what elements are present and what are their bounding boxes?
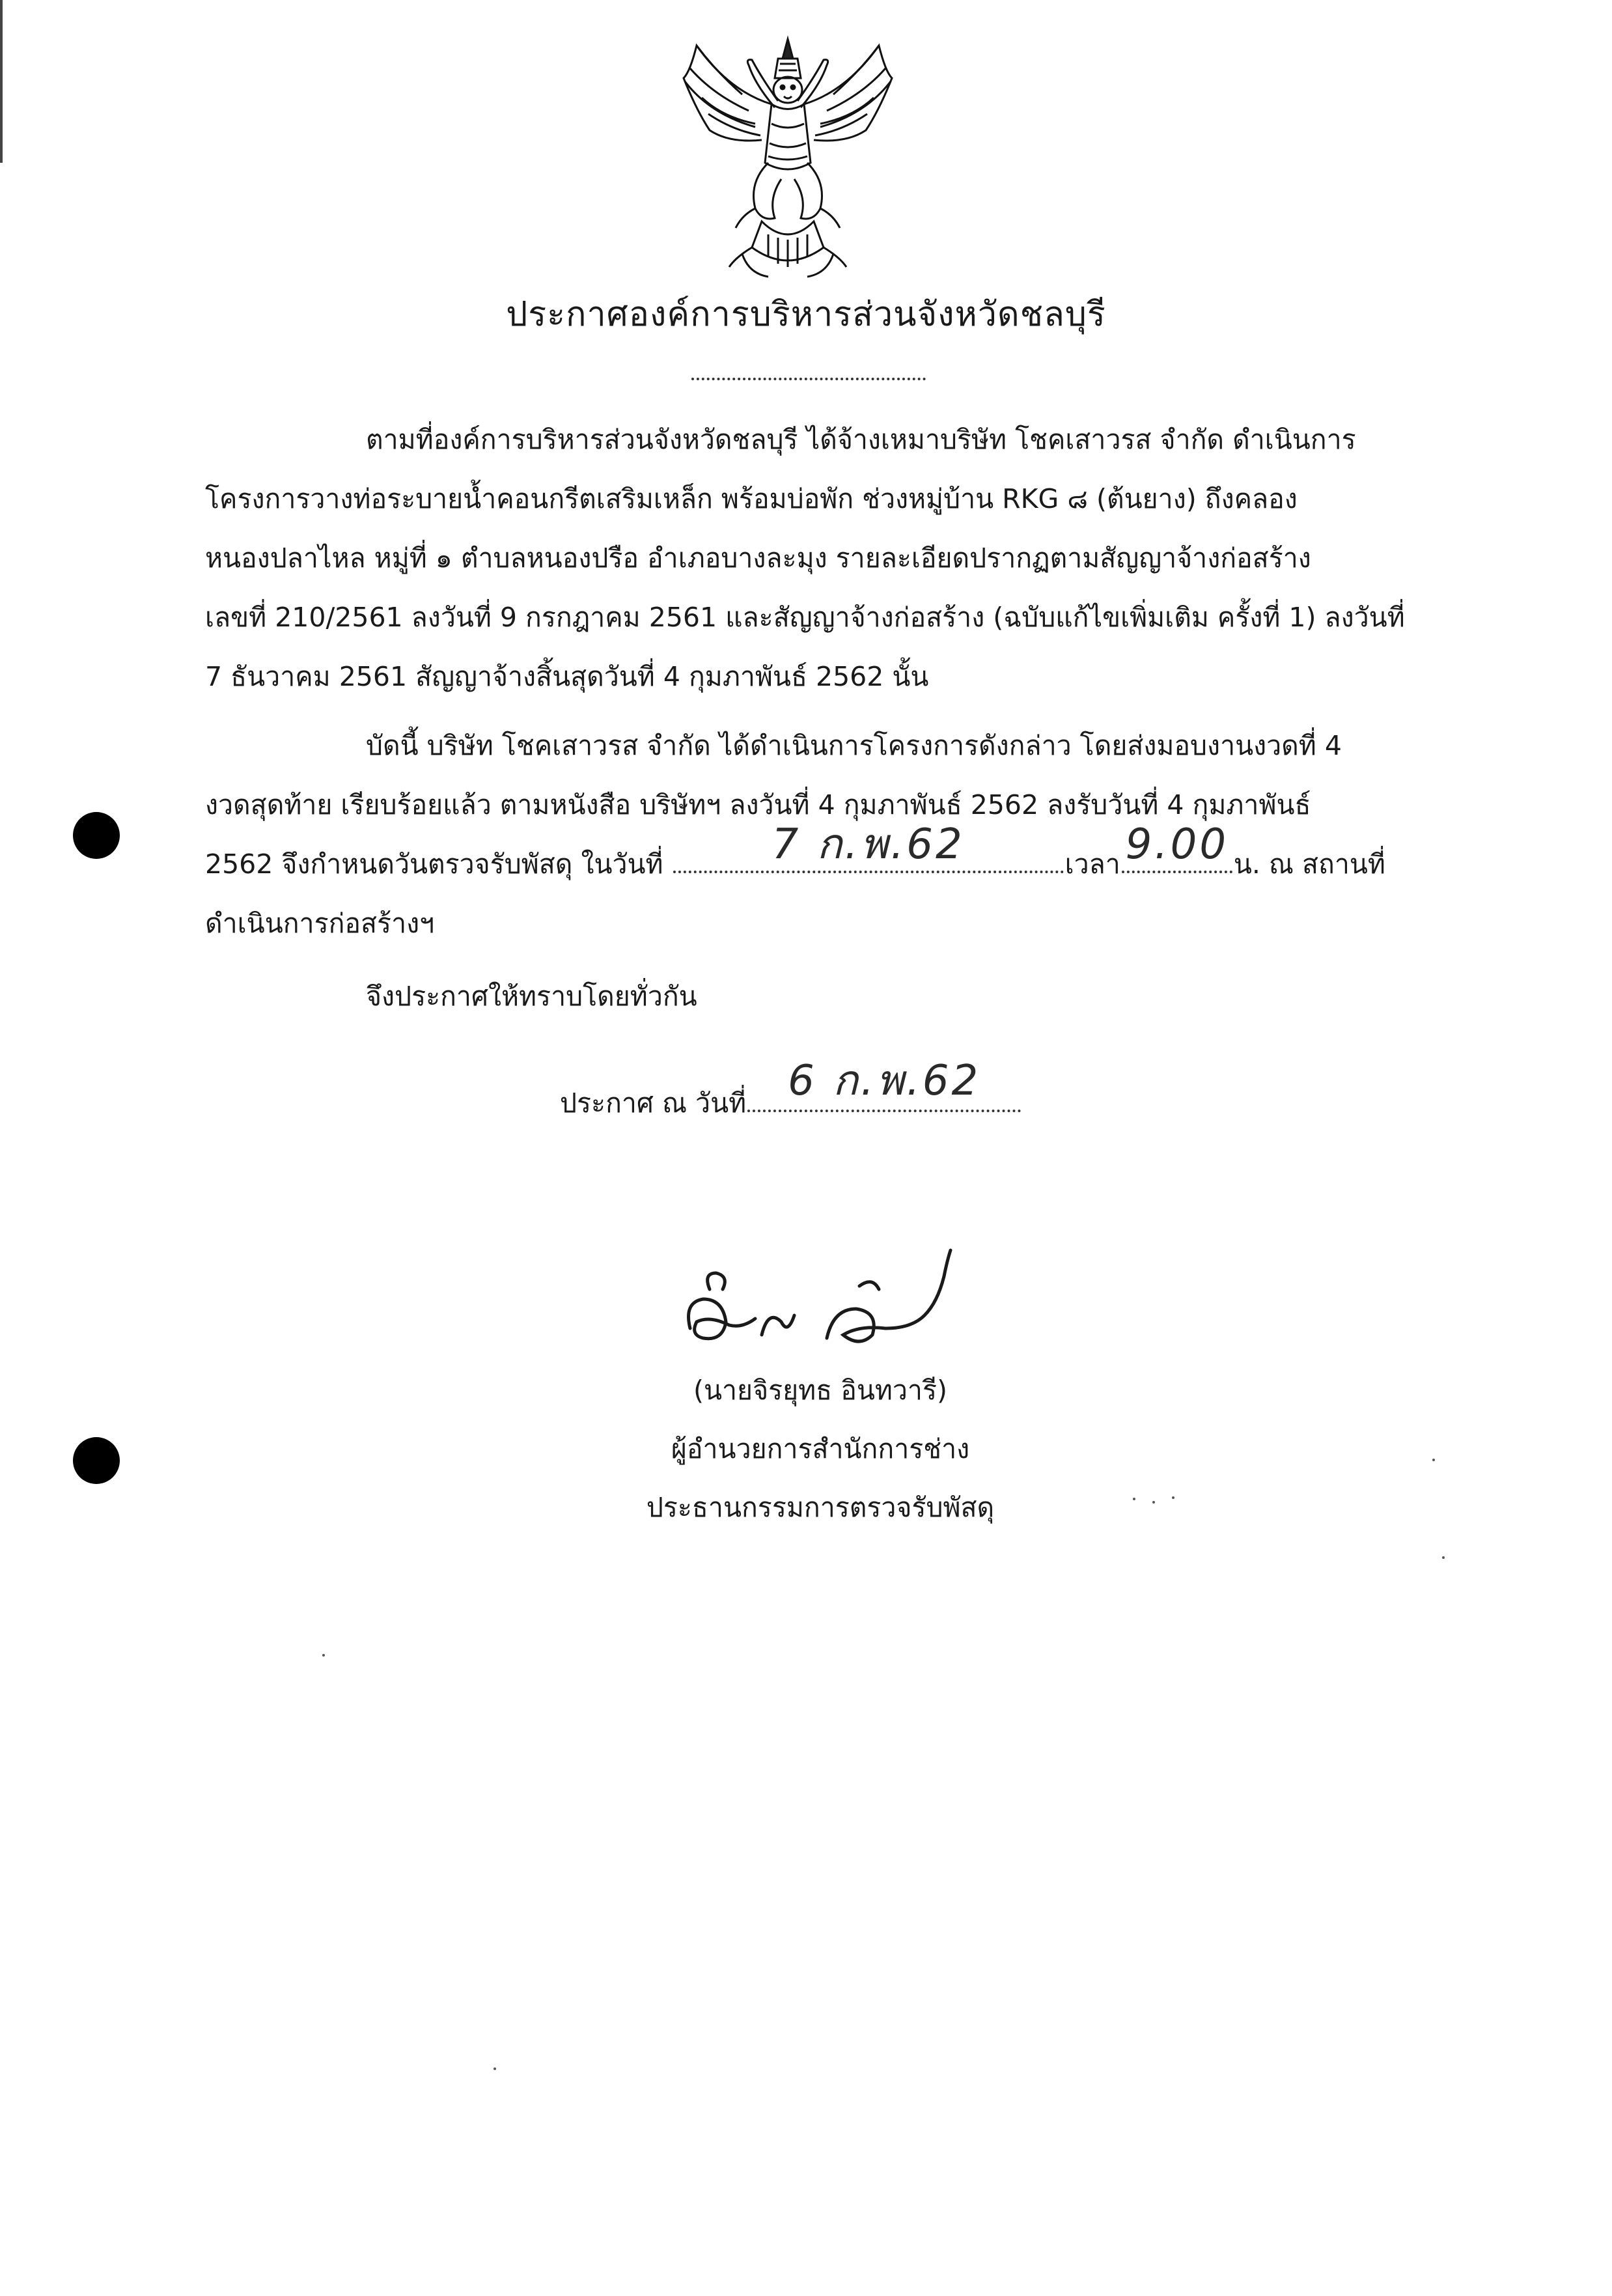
paragraph-1 [205,410,1405,707]
signatory-block [586,1361,1055,1537]
scan-speck [1172,1496,1174,1499]
paragraph-1-line: 7 ธันวาคม 2561 สัญญาจ้างสิ้นสุดวันที่ 4 กุมภาพันธ์ 2562 นั้น [205,661,929,692]
binder-hole-mark [73,812,120,859]
signatory-position: ผู้อำนวยการสำนักการช่าง [671,1433,970,1464]
paragraph-2-line: บัดนี้ บริษัท โชคเสาวรส จำกัด ได้ดำเนินการโครงการดังกล่าว โดยส่งมอบงานงวดที่ 4 [366,730,1342,761]
inspection-suffix: น. ณ สถานที่ [1233,848,1385,880]
inspection-date-field [673,820,1064,873]
announcement-label: ประกาศ ณ วันที่ [560,1087,747,1119]
inspection-prefix: 2562 จึงกำหนดวันตรวจรับพัสดุ ในวันที่ [205,848,663,880]
scan-speck [1152,1501,1155,1504]
announcement-date-line [560,1057,1022,1125]
binder-hole-mark [73,1437,120,1484]
scan-speck [1432,1459,1435,1461]
scan-speck [1442,1556,1445,1559]
time-label: เวลา [1064,848,1120,880]
signatory-name: (นายจิรยุทธ อินทวารี) [693,1375,947,1406]
document-title: ประกาศองค์การบริหารส่วนจังหวัดชลบุรี [506,295,1106,334]
paragraph-1-line: เลขที่ 210/2561 ลงวันที่ 9 กรกฎาคม 2561 และสัญญาจ้างก่อสร้าง (ฉบับแก้ไขเพิ่มเติม ครั้งที่ 1) ลงวันที่ [205,602,1405,633]
announcement-date-field [747,1057,1021,1112]
paragraph-2-end: ดำเนินการก่อสร้างฯ [205,908,435,939]
paragraph-1-line: หนองปลาไหล หมู่ที่ ๑ ตำบลหนองปรือ อำเภอบางละมุง รายละเอียดปรากฏตามสัญญาจ้างก่อสร้าง [205,542,1311,574]
scan-speck [322,1654,325,1657]
title-dotted-rule [691,378,926,380]
handwritten-inspection-time: 9.00 [1125,820,1229,869]
closing-text: จึงประกาศให้ทราบโดยทั่วกัน [366,981,697,1012]
paragraph-1-line: ตามที่องค์การบริหารส่วนจังหวัดชลบุรี ได้จ้างเหมาบริษัท โชคเสาวรส จำกัด ดำเนินการ [366,424,1356,455]
handwritten-announcement-date: 6 ก.พ.62 [788,1057,981,1105]
scan-speck [1133,1498,1135,1500]
signatory-role: ประธานกรรมการตรวจรับพัสดุ [646,1492,995,1523]
scan-edge-line [0,0,3,163]
inspection-date-line [205,820,1397,894]
paragraph-1-line: โครงการวางท่อระบายน้ำคอนกรีตเสริมเหล็ก พร้อมบ่อพัก ช่วงหมู่บ้าน RKG ๘ (ต้นยาง) ถึงคลอง [205,483,1298,514]
paragraph-2-line: งวดสุดท้าย เรียบร้อยแล้ว ตามหนังสือ บริษัทฯ ลงวันที่ 4 กุมภาพันธ์ 2562 ลงรับวันที่ 4 กุมภาพันธ์ [205,789,1311,820]
garuda-emblem [671,33,905,287]
closing-paragraph [205,967,1397,1026]
inspection-time-field [1122,820,1232,873]
scan-speck [493,2067,496,2070]
handwritten-signature [664,1237,1003,1354]
handwritten-inspection-date: 7 ก.พ.62 [771,820,965,869]
paragraph-2 [205,716,1397,953]
